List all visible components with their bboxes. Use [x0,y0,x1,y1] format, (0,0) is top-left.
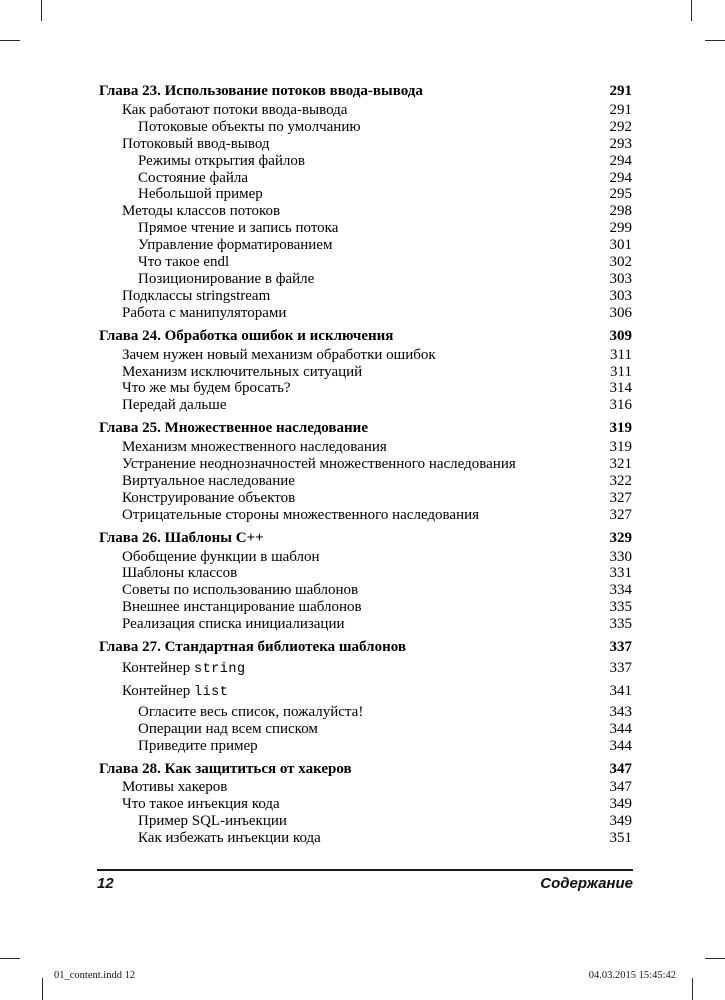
toc-entry-row [99,347,632,364]
toc-page-number: 298 [609,203,632,220]
toc-page-number: 303 [609,270,632,287]
toc-entry-row [99,507,632,524]
toc-entry-row [99,220,632,237]
toc-entry-title: Методы классов потоков [122,203,281,220]
toc-entry-title: Небольшой пример [138,186,263,203]
toc-chapter-title: Глава 24. Обработка ошибок и исключения [99,327,394,344]
toc-page-number: 291 [609,83,632,99]
toc-page-number: 349 [609,796,632,813]
toc-page-number: 327 [609,489,632,506]
toc-page-number: 319 [609,420,632,437]
toc-chapter-title: Глава 26. Шаблоны C++ [99,529,264,546]
toc-page-number: 343 [609,703,632,720]
footer-rule [97,869,633,871]
toc-entry-title: Подклассы stringstream [122,287,271,304]
toc-page-number: 329 [609,529,632,546]
toc-entry-title: Как работают потоки ввода-вывода [122,101,348,118]
toc-page-number: 309 [609,327,632,344]
toc-entry-title: Шаблоны классов [122,565,238,582]
toc-page-number: 347 [609,760,632,777]
toc-entry-row [99,813,632,830]
toc-entry-row [99,203,632,220]
toc-page-number: 335 [609,616,632,633]
toc-entry-row [99,153,632,170]
toc-entry-row [99,796,632,813]
toc-entry-title: Реализация списка инициализации [122,616,345,633]
toc-page-number: 295 [609,186,632,203]
toc-entry-row [99,271,632,288]
toc-page-number: 331 [609,565,632,582]
toc-page-number: 303 [609,287,632,304]
toc-entry-title: Устранение неоднозначностей множественного наследования [122,456,516,473]
toc-page-number: 299 [609,220,632,237]
toc-chapter-row [99,530,632,547]
toc-entry-title: Прямое чтение и запись потока [138,220,339,237]
toc-entry-title: Состояние файла [138,169,249,186]
toc-entry-row [99,830,632,847]
crop-mark-top-left-vertical [41,0,42,21]
toc-page-number: 302 [609,254,632,271]
toc-page-number: 306 [609,304,632,321]
toc-entry-row [99,136,632,153]
table-of-contents [99,83,632,847]
toc-entry-title: Зачем нужен новый механизм обработки ошибок [122,346,436,363]
toc-page-number: 330 [609,548,632,565]
toc-entry-row [99,658,632,681]
toc-page-number: 335 [609,599,632,616]
toc-chapter-title: Глава 27. Стандартная библиотека шаблонов [99,639,406,656]
toc-entry-row [99,490,632,507]
toc-entry-title: Конструирование объектов [122,489,296,506]
toc-page-number: 321 [609,456,632,473]
toc-entry-title: Механизм исключительных ситуаций [122,363,363,380]
toc-page-number: 322 [609,472,632,489]
toc-entry-row [99,397,632,414]
running-title: Содержание [540,875,633,892]
folio-page-number: 12 [97,875,114,892]
toc-entry-row [99,616,632,633]
slug-datetime: 04.03.2015 15:45:42 [588,970,676,981]
toc-page-number: 314 [609,380,632,397]
toc-entry-title: Виртуальное наследование [122,472,295,489]
toc-entry-row [99,364,632,381]
toc-page-number: 337 [609,660,632,676]
toc-page-number: 291 [609,101,632,118]
toc-entry-title: Механизм множественного наследования [122,439,387,456]
toc-entry-text: Контейнер [122,682,194,699]
inline-code: list [193,684,229,700]
toc-entry-row [99,380,632,397]
toc-entry-row [99,549,632,566]
toc-entry-title: Потоковый ввод-вывод [122,135,270,152]
toc-entry-title: Приведите пример [138,737,258,754]
toc-entry-row [99,681,632,704]
toc-entry-row [99,439,632,456]
crop-mark-top-right-vertical [691,0,692,21]
toc-entry-row [99,237,632,254]
toc-page-number: 319 [609,439,632,456]
toc-chapter-title: Глава 23. Использование потоков ввода-вывода [99,83,423,99]
toc-entry-row [99,456,632,473]
toc-page-number: 344 [609,720,632,737]
toc-page-number: 334 [609,582,632,599]
toc-page-number: 292 [609,118,632,135]
toc-page-number: 341 [609,682,632,699]
toc-entry-title: Потоковые объекты по умолчанию [138,118,361,135]
toc-page-number: 311 [610,346,632,363]
page-footer [97,875,633,892]
toc-entry-row [99,288,632,305]
toc-chapter-title: Глава 25. Множественное наследование [99,420,368,437]
slug-filename: 01_content.indd 12 [54,970,136,981]
toc-chapter-row [99,761,632,778]
toc-page-number: 344 [609,737,632,754]
toc-entry-row [99,170,632,187]
toc-entry-row [99,186,632,203]
toc-entry-title: Огласите весь список, пожалуйста! [138,703,364,720]
crop-mark-bottom-left-vertical [42,978,43,1000]
crop-mark-bottom-left-horizontal [0,958,20,959]
toc-page-number: 316 [609,397,632,414]
toc-page-number: 293 [609,135,632,152]
toc-entry-row [99,119,632,136]
toc-entry-row [99,599,632,616]
toc-entry-row [99,305,632,322]
toc-entry-title [99,683,228,702]
inline-code: string [193,662,246,677]
toc-chapter-title: Глава 28. Как защититься от хакеров [99,760,352,777]
crop-mark-top-left-horizontal [0,40,20,41]
toc-page-number: 301 [609,237,632,254]
toc-page-number: 311 [610,363,632,380]
toc-entry-row [99,473,632,490]
toc-entry-title: Работа с манипуляторами [122,304,287,321]
toc-entry-row [99,721,632,738]
toc-entry-title: Операции над всем списком [138,720,318,737]
toc-chapter-row [99,420,632,437]
toc-entry-row [99,565,632,582]
toc-entry-row [99,704,632,721]
toc-entry-title: Что такое endl [138,254,230,271]
toc-entry-title: Позиционирование в файле [138,270,315,287]
toc-entry-row [99,102,632,119]
crop-mark-bottom-right-vertical [692,978,693,1000]
toc-entry-title: Что такое инъекция кода [122,796,280,813]
toc-entry-text: Контейнер [122,660,194,676]
toc-entry-row [99,254,632,271]
toc-entry-title: Мотивы хакеров [122,779,228,796]
toc-entry-title: Обобщение функции в шаблон [122,548,320,565]
toc-chapter-row [99,83,632,100]
toc-page-number: 347 [609,779,632,796]
toc-chapter-row [99,639,632,656]
toc-entry-title: Как избежать инъекции кода [138,830,321,847]
toc-entry-row [99,582,632,599]
toc-page-number: 349 [609,813,632,830]
toc-entry-title [99,660,246,679]
toc-entry-title: Что же мы будем бросать? [122,380,291,397]
toc-entry-title: Внешнее инстанцирование шаблонов [122,599,362,616]
toc-page-number: 294 [609,169,632,186]
toc-entry-title: Управление форматированием [138,237,333,254]
toc-entry-title: Пример SQL-инъекции [138,813,287,830]
toc-page-number: 327 [609,506,632,523]
toc-entry-row [99,779,632,796]
crop-mark-top-right-horizontal [705,40,725,41]
toc-page-number: 351 [609,830,632,847]
toc-entry-title: Отрицательные стороны множественного наследования [122,506,480,523]
toc-entry-title: Передай дальше [122,397,227,414]
toc-chapter-row [99,328,632,345]
toc-page-number: 294 [609,152,632,169]
crop-mark-bottom-right-horizontal [705,958,725,959]
toc-page-number: 337 [609,639,632,656]
toc-entry-title: Советы по использованию шаблонов [122,582,359,599]
toc-entry-row [99,738,632,755]
toc-entry-title: Режимы открытия файлов [138,152,305,169]
